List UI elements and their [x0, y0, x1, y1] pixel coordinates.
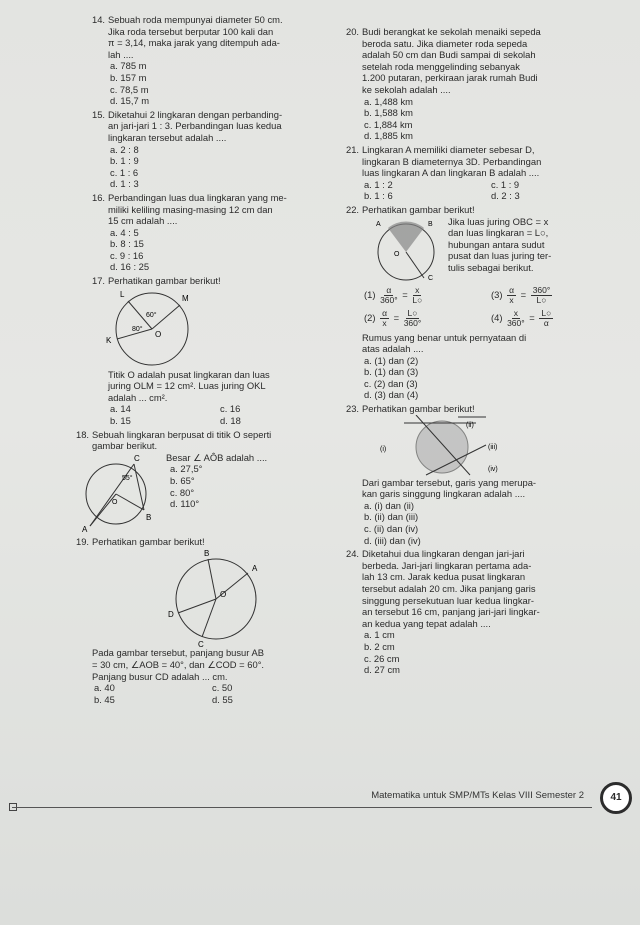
footer-divider	[12, 807, 592, 808]
label-iv: (iv)	[488, 465, 498, 473]
question-19: 19. Perhatikan gambar berikut! B A D C O Pada gambar tersebut, panjang busur AB = 30 cm, ∠AOB = 40°, dan ∠COD = 60°. Panjang busur CD adalah ... cm. a. 40 c. 50 b. 45 d. 55	[76, 536, 330, 706]
angle-80: 80°	[132, 325, 143, 333]
option[interactable]: a. 14	[110, 403, 131, 415]
q22-circle-figure	[346, 216, 444, 282]
label-A: A	[82, 524, 88, 534]
q19-circle-figure	[76, 547, 314, 647]
option[interactable]: b. 45	[94, 693, 115, 705]
option[interactable]: c. 1,884 km	[364, 118, 413, 130]
option[interactable]: a. 1,488 km	[364, 95, 413, 107]
label-O: O	[394, 250, 400, 258]
option[interactable]: c. 1 : 9	[491, 178, 520, 190]
label-B: B	[428, 220, 433, 228]
option[interactable]: d. 27 cm	[364, 664, 400, 676]
question-16: 16. Perbandingan luas dua lingkaran yang me- miliki keliling masing-masing 12 cm dan 15 cm adalah .... a. 4 : 5 b. 8 : 15 c. 9 : 16 d. 16 : 25	[92, 192, 330, 273]
option[interactable]: c. (ii) dan (iv)	[364, 523, 419, 535]
option[interactable]: b. 15	[110, 415, 131, 427]
option[interactable]: d. 16 : 25	[110, 261, 150, 273]
option[interactable]: a. 785 m	[110, 60, 147, 72]
angle-60: 60°	[146, 311, 157, 319]
option[interactable]: d. (iii) dan (iv)	[364, 534, 421, 546]
question-18: 18. Sebuah lingkaran berpusat di titik O seperti gambar berikut. C A B O 55° Besar ∠ AÔB adalah .... a. 27,5° b. 65° c. 80° d. 110°	[76, 428, 272, 534]
option[interactable]: b. (1) dan (3)	[364, 366, 419, 378]
label-C: C	[428, 274, 434, 282]
option[interactable]: b. 2 cm	[364, 640, 395, 652]
option[interactable]: b. 8 : 15	[110, 238, 144, 250]
label-iii: (iii)	[488, 443, 498, 451]
q18-circle-figure	[76, 452, 166, 534]
q23-tangent-figure	[346, 415, 618, 477]
option[interactable]: d. 1,885 km	[364, 130, 413, 142]
option[interactable]: a. 1 : 2	[364, 178, 393, 190]
question-24: 24. Diketahui dua lingkaran dengan jari-jari berbeda. Jari-jari lingkaran pertama ada- lah 13 cm. Jarak kedua pusat lingkaran tersebut adalah 20 cm. Jika panjang garis singgung persekutuan luar kedua lingkar- an tersebut 16 cm, panjang jari-jari lingkar- an kedua yang tepat adalah .... a. 1 cm b. 2 cm c. 26 cm d. 27 cm	[346, 548, 618, 676]
option[interactable]: a. 2 : 8	[110, 143, 139, 155]
option[interactable]: d. 15,7 m	[110, 95, 150, 107]
angle-55: 55°	[122, 474, 133, 482]
option[interactable]: a. 1 cm	[364, 629, 395, 641]
question-21: 21. Lingkaran A memiliki diameter sebesar D, lingkaran B diameternya 3D. Perbandingan luas lingkaran A dan lingkaran B adalah .... a. 1 : 2 c. 1 : 9 b. 1 : 6 d. 2 : 3	[346, 144, 618, 202]
option[interactable]: c. 1 : 6	[110, 166, 139, 178]
option[interactable]: b. 1 : 6	[364, 190, 393, 202]
question-14: 14. Sebuah roda mempunyai diameter 50 cm. Jika roda tersebut berputar 100 kali dan π = 3,14, maka jarak yang ditempuh ada- lah .... a. 785 m b. 157 m c. 78,5 m d. 15,7 m	[92, 14, 330, 107]
book-title: Matematika untuk SMP/MTs Kelas VIII Semester 2	[371, 790, 584, 801]
question-23: 23. Perhatikan gambar berikut! (i) (ii) (iii) (iv) Dari gambar tersebut, garis yang merupa- kan garis singgung lingkaran adalah .... a. (i) dan (ii) b. (ii) dan (iii) c. (ii) dan (iv) d. (iii) dan (iv)	[346, 403, 618, 546]
left-column	[76, 14, 330, 707]
label-i: (i)	[380, 445, 387, 453]
option[interactable]: c. 78,5 m	[110, 83, 149, 95]
option[interactable]: d. 55	[212, 693, 233, 705]
right-column	[346, 26, 618, 678]
label-O: O	[155, 329, 162, 339]
option[interactable]: a. (1) dan (2)	[364, 354, 419, 366]
option[interactable]: b. 1,588 km	[364, 107, 413, 119]
question-20: 20. Budi berangkat ke sekolah menaiki sepeda beroda satu. Jika diameter roda sepeda adalah 50 cm dan Budi sampai di sekolah setelah roda menggelinding sebanyak 1.200 putaran, perkiraan jarak rumah Budi ke sekolah adalah .... a. 1,488 km b. 1,588 km c. 1,884 km d. 1,885 km	[346, 26, 618, 142]
option[interactable]: d. (3) dan (4)	[364, 389, 419, 401]
option[interactable]: c. 26 cm	[364, 652, 400, 664]
page-number: 41	[600, 782, 632, 814]
option[interactable]: a. (i) dan (ii)	[364, 499, 415, 511]
label-L: L	[120, 289, 125, 299]
label-ii: (ii)	[466, 421, 474, 429]
option[interactable]: a. 27,5°	[170, 463, 203, 475]
option[interactable]: a. 4 : 5	[110, 226, 139, 238]
label-C: C	[134, 453, 140, 463]
q17-circle-figure	[92, 287, 330, 369]
label-O: O	[220, 590, 227, 600]
question-22: 22. Perhatikan gambar berikut! A B C O Jika luas juring OBC = x dan luas lingkaran = L○, hubungan antara sudut pusat dan luas juring ter- tulis sebagai berikut. (1) $\frac{\alpha}{360^\circ}$ = $\frac{x}{L○}$ (3) $\frac{\alpha}{x}$ = $\frac{360^\circ}{L○}$ (2) $\frac{\alpha}{x}$ = $\frac{L○}{360^\circ}$ (4) $\frac{x}{360^\circ}$ = $\frac{L○}{\alpha}$ Rumus yang benar untuk pernyataan di atas adalah .... a. (1) dan (2) b. (1) dan (3) c. (2) dan (3) d. (3) dan (4)	[346, 204, 618, 401]
label-A: A	[376, 220, 381, 228]
option[interactable]: a. 40	[94, 682, 115, 694]
label-B: B	[204, 549, 210, 559]
label-A: A	[252, 564, 258, 574]
option[interactable]: b. (ii) dan (iii)	[364, 511, 419, 523]
formula-row-2: (2) $\frac{\alpha}{x}$ = $\frac{L○}{360^\circ}$ (4) $\frac{x}{360^\circ}$ = $\frac{L○}{\alpha}$	[364, 307, 552, 328]
option[interactable]: d. 110°	[170, 498, 200, 510]
option[interactable]: c. 9 : 16	[110, 249, 144, 261]
label-K: K	[106, 335, 112, 345]
option[interactable]: b. 1 : 9	[110, 155, 139, 167]
option[interactable]: d. 2 : 3	[491, 190, 520, 202]
option[interactable]: d. 18	[220, 415, 241, 427]
option[interactable]: c. 16	[220, 403, 241, 415]
label-D: D	[168, 610, 174, 620]
option[interactable]: b. 157 m	[110, 71, 147, 83]
label-B: B	[146, 512, 152, 522]
label-O: O	[112, 498, 118, 506]
option[interactable]: b. 65°	[170, 475, 195, 486]
question-17: 17. Perhatikan gambar berikut! L M K O 60° 80° Titik O adalah pusat lingkaran dan luas juring OLM = 12 cm². Luas juring OKL adalah ... cm². a. 14 c. 16 b. 15 d. 18	[92, 275, 330, 427]
option[interactable]: c. 50	[212, 682, 233, 694]
question-15: 15. Diketahui 2 lingkaran dengan perbanding- an jari-jari 1 : 3. Perbandingan luas kedua lingkaran tersebut adalah .... a. 2 : 8 b. 1 : 9 c. 1 : 6 d. 1 : 3	[92, 109, 330, 190]
option[interactable]: c. 80°	[170, 486, 195, 498]
formula-row-1: (1) $\frac{\alpha}{360^\circ}$ = $\frac{x}{L○}$ (3) $\frac{\alpha}{x}$ = $\frac{360^\circ}{L○}$	[364, 284, 551, 305]
label-M: M	[182, 293, 189, 303]
page-footer	[0, 778, 640, 818]
option[interactable]: d. 1 : 3	[110, 178, 139, 190]
option[interactable]: c. (2) dan (3)	[364, 377, 418, 389]
label-C: C	[198, 640, 204, 648]
